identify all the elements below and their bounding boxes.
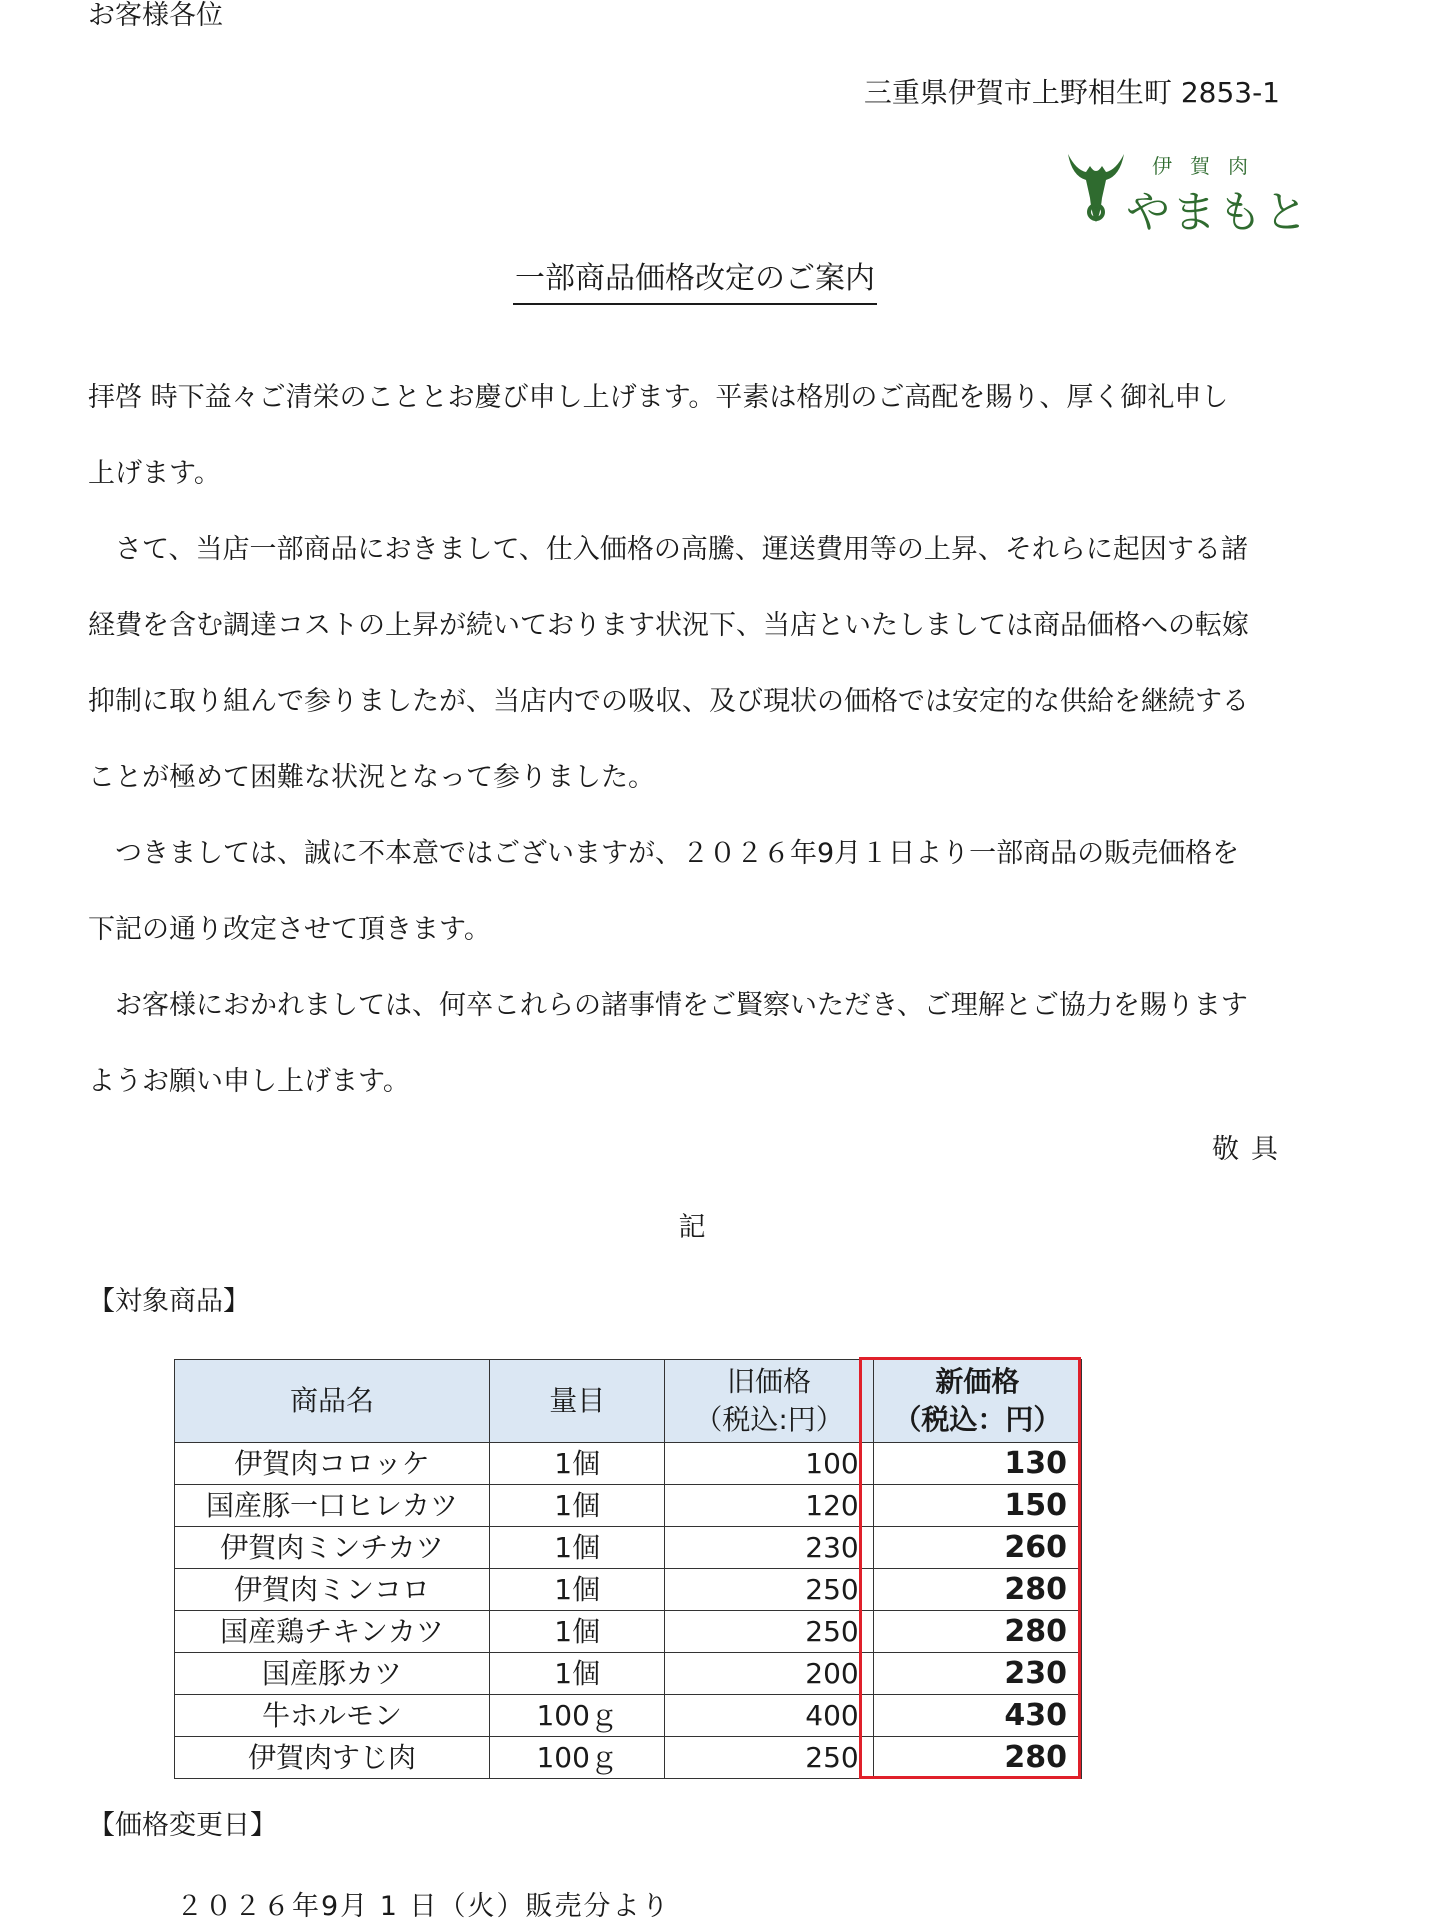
table-row <box>175 1485 1082 1527</box>
body-line: さて、当店一部商品におきまして、仕入価格の高騰、運送費用等の上昇、それらに起因する諸 <box>88 534 1248 565</box>
product-name: 国産豚一口ヒレカツ <box>175 1485 490 1527</box>
header-quantity: 量目 <box>489 1360 664 1443</box>
new-price: 280 <box>873 1737 1081 1779</box>
product-quantity: 100ｇ <box>489 1695 664 1737</box>
old-price: 120 <box>665 1485 873 1527</box>
product-quantity: 1個 <box>489 1569 664 1611</box>
new-price: 280 <box>873 1611 1081 1653</box>
bull-icon <box>1062 146 1128 228</box>
table-row <box>175 1569 1082 1611</box>
old-price: 230 <box>665 1527 873 1569</box>
new-price: 130 <box>873 1443 1081 1485</box>
body-line: つきましては、誠に不本意ではございますが、２０２６年9月１日より一部商品の販売価格を <box>88 838 1240 869</box>
salutation: お客様各位 <box>88 0 223 31</box>
header-old-price: 旧価格 （税込:円） <box>665 1360 873 1443</box>
product-name: 牛ホルモン <box>175 1695 490 1737</box>
new-price: 260 <box>873 1527 1081 1569</box>
product-name: 伊賀肉すじ肉 <box>175 1737 490 1779</box>
table-row <box>175 1611 1082 1653</box>
product-name: 伊賀肉コロッケ <box>175 1443 490 1485</box>
products-heading: 【対象商品】 <box>88 1286 250 1317</box>
old-price: 100 <box>665 1443 873 1485</box>
body-line: お客様におかれましては、何卒これらの諸事情をご賢察いただき、ご理解とご協力を賜ります <box>88 990 1248 1021</box>
ki-marker: 記 <box>678 1212 706 1243</box>
body-line: 経費を含む調達コストの上昇が続いております状況下、当店といたしましては商品価格への転嫁 <box>88 610 1249 641</box>
logo-name: やまもと <box>1126 187 1310 238</box>
new-price: 430 <box>873 1695 1081 1737</box>
body-line: 拝啓 時下益々ご清栄のこととお慶び申し上げます。平素は格別のご高配を賜り、厚く御礼申し <box>88 382 1229 413</box>
old-price: 200 <box>665 1653 873 1695</box>
product-name: 伊賀肉ミンコロ <box>175 1569 490 1611</box>
old-price: 250 <box>665 1569 873 1611</box>
sender-address: 三重県伊賀市上野相生町 2853-1 <box>863 76 1280 109</box>
table-row <box>175 1527 1082 1569</box>
header-new-price: 新価格 （税込：円） <box>873 1360 1081 1443</box>
body-line: ことが極めて困難な状況となって参りました。 <box>88 762 655 793</box>
table-row <box>175 1695 1082 1737</box>
new-price: 280 <box>873 1569 1081 1611</box>
yamamoto-logo <box>1062 146 1310 238</box>
logo-subtitle: 伊賀肉 <box>1152 154 1266 178</box>
product-quantity: 1個 <box>489 1485 664 1527</box>
table-row <box>175 1653 1082 1695</box>
product-quantity: 1個 <box>489 1653 664 1695</box>
document-title: 一部商品価格改定のご案内 <box>0 257 1390 305</box>
old-price: 250 <box>665 1737 873 1779</box>
header-product-name: 商品名 <box>175 1360 490 1443</box>
body-line: ようお願い申し上げます。 <box>88 1066 410 1097</box>
product-quantity: 1個 <box>489 1443 664 1485</box>
body-line: 上げます。 <box>88 458 221 489</box>
table-header-row <box>175 1360 1082 1443</box>
body-line: 抑制に取り組んで参りましたが、当店内での吸収、及び現状の価格では安定的な供給を継続する <box>88 686 1249 717</box>
body-line: 下記の通り改定させて頂きます。 <box>88 914 491 945</box>
new-price: 150 <box>873 1485 1081 1527</box>
product-name: 国産鶏チキンカツ <box>175 1611 490 1653</box>
table-row <box>175 1737 1082 1779</box>
date-heading: 【価格変更日】 <box>88 1810 277 1841</box>
product-name: 伊賀肉ミンチカツ <box>175 1527 490 1569</box>
product-quantity: 1個 <box>489 1611 664 1653</box>
new-price: 230 <box>873 1653 1081 1695</box>
old-price: 400 <box>665 1695 873 1737</box>
product-quantity: 100ｇ <box>489 1737 664 1779</box>
closing-phrase: 敬具 <box>1212 1134 1290 1165</box>
table-row <box>175 1443 1082 1485</box>
effective-date: ２０２６年9月 1 日（火）販売分より <box>176 1891 671 1922</box>
product-name: 国産豚カツ <box>175 1653 490 1695</box>
old-price: 250 <box>665 1611 873 1653</box>
product-quantity: 1個 <box>489 1527 664 1569</box>
price-table <box>174 1359 1082 1779</box>
